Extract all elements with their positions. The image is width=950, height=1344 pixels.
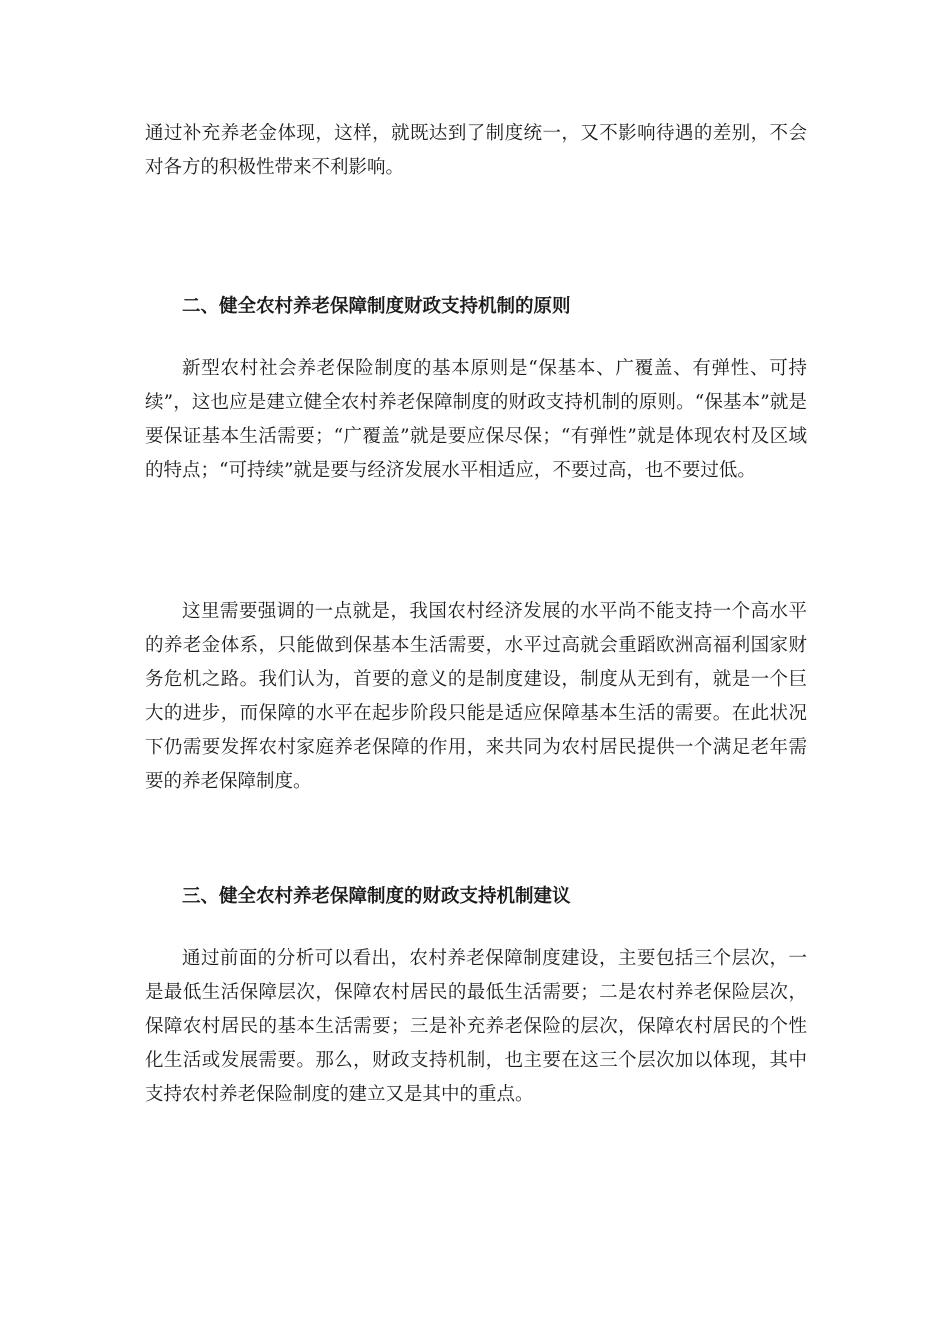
paragraph-three-levels: 通过前面的分析可以看出，农村养老保障制度建设，主要包括三个层次，一是最低生活保障层次，保障农村居民的最低生活需要；二是农村养老保险层次，保障农村居民的基本生活需要；三是补充养老保险的层次，保障农村居民的个性化生活或发展需要。那么，财政支持机制，也主要在这三个层次加以体现，其中支持农村养老保险制度的建立又是其中的重点。: [145, 948, 807, 1105]
paragraph-basic-principles: 新型农村社会养老保险制度的基本原则是“保基本、广覆盖、有弹性、可持续”，这也应是建立健全农村养老保障制度的财政支持机制的原则。“保基本”就是要保证基本生活需要；“广覆盖”就是要应保尽保；“有弹性”就是体现农村及区域的特点；“可持续”就是要与经济发展水平相适应，不要过高，也不要过低。: [145, 358, 807, 481]
paragraph-continuation: 通过补充养老金体现，这样，就既达到了制度统一，又不影响待遇的差别，不会对各方的积极性带来不利影响。: [145, 123, 807, 178]
paragraph-emphasis: 这里需要强调的一点就是，我国农村经济发展的水平尚不能支持一个高水平的养老金体系，只能做到保基本生活需要，水平过高就会重蹈欧洲高福利国家财务危机之路。我们认为，首要的意义的是制度建设，制度从无到有，就是一个巨大的进步，而保障的水平在起步阶段只能是适应保障基本生活的需要。在此状况下仍需要发挥农村家庭养老保障的作用，来共同为农村居民提供一个满足老年需要的养老保障制度。: [145, 601, 807, 792]
section-heading-principles: 二、健全农村养老保障制度财政支持机制的原则: [182, 296, 571, 317]
section-heading-recommendations: 三、健全农村养老保障制度的财政支持机制建议: [182, 886, 571, 907]
